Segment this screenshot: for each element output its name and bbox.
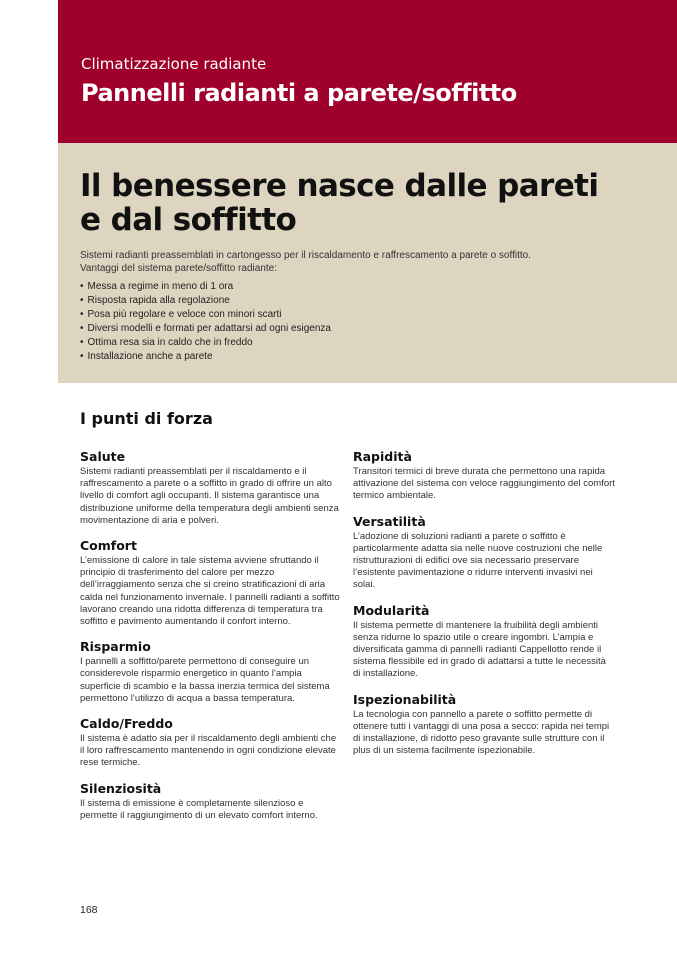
strength-heading: Modularità <box>353 602 430 618</box>
strength-block-silenziosita <box>80 781 342 822</box>
strength-block-caldo-freddo <box>80 716 342 770</box>
page-title <box>80 169 598 237</box>
strength-text: Il sistema è adatto sia per il riscaldamento degli ambienti che il loro raffrescamento mantenendo in ogni condizione elevate rese termiche. <box>80 733 337 769</box>
strength-heading: Rapidità <box>353 449 412 464</box>
header-title: Pannelli radianti a parete/soffitto <box>81 79 517 107</box>
intro-text-line1: Sistemi radianti preassemblati in cartongesso per il riscaldamento e raffrescamento a parete o soffitto. <box>80 250 531 261</box>
list-item: • Posa più regolare e veloce con minori scarti <box>80 309 282 320</box>
list-item: • Risposta rapida alla regolazione <box>80 295 230 306</box>
bullet-icon: • <box>80 351 84 362</box>
strength-text: L’emissione di calore in tale sistema avviene sfruttando il principio di trasferimento del calore per mezzo dell’irraggiamento senza che si creino stratificazioni di aria calda nel funzionamento invernale. I pannelli radianti a soffitto lavorano creando una ridotta differenza di temperatura tra soffitto e pavimento aumentando il confort interno. <box>80 555 340 628</box>
intro-text-line2: Vantaggi del sistema parete/soffitto radiante: <box>80 262 277 274</box>
strength-text: Il sistema permette di mantenere la fruibilità degli ambienti senza ridurne lo spazio utile o creare ingombri. L’ampia e diversificata gamma di pannelli radianti Cappellotto rende il sistema flessibile ed in grado di adattarsi a tutte le necessità di installazione. <box>353 619 606 680</box>
bullet-icon: • <box>80 309 84 320</box>
list-item: • Ottima resa sia in caldo che in freddo <box>80 337 253 348</box>
strength-heading: Salute <box>80 449 126 464</box>
list-item: • Diversi modelli e formati per adattarsi ad ogni esigenza <box>80 323 331 334</box>
header-category: Climatizzazione radiante <box>81 55 267 73</box>
bullet-icon: • <box>80 323 84 334</box>
page-title-line2: e dal soffitto <box>80 202 297 238</box>
strength-block-comfort <box>80 538 342 628</box>
strength-heading: Risparmio <box>80 639 151 655</box>
strength-heading: Ispezionabilità <box>353 691 457 707</box>
strength-text: Il sistema di emissione è completamente silenzioso e permette il raggiungimento di un elevato comfort interno. <box>80 797 318 821</box>
strength-text: Transitori termici di breve durata che permettono una rapida attivazione del sistema con veloce raggiungimento del comfort termico ambientale. <box>353 466 615 502</box>
strength-heading: Caldo/Freddo <box>80 716 173 732</box>
strength-heading: Comfort <box>80 538 137 554</box>
advantages-list <box>80 280 331 364</box>
strength-block-versatilita <box>353 514 615 592</box>
bullet-icon: • <box>80 337 84 348</box>
list-item: • Installazione anche a parete <box>80 351 213 362</box>
header-band <box>58 0 677 143</box>
strength-text: Sistemi radianti preassemblati per il riscaldamento e il raffrescamento a parete o a soffitto in grado di offrire un alto livello di comfort agli occupanti. Il sistema garantisce una distribuzione uniforme della temperatura degli ambienti senza movimentazione di aria e polveri. <box>80 466 339 526</box>
list-item: • Messa a regime in meno di 1 ora <box>80 281 234 292</box>
page-title-line1: Il benessere nasce dalle pareti <box>80 168 599 204</box>
section-title: I punti di forza <box>80 409 213 428</box>
bullet-icon: • <box>80 281 84 292</box>
strength-text: L’adozione di soluzioni radianti a parete o soffitto è particolarmente adatta sia nelle nuove costruzioni che nelle ristrutturazioni di edifici ove sia necessario preservare l’esistente pavimentazione o ridurre interventi invasivi nei solai. <box>353 530 603 591</box>
strength-block-ispezionabilita <box>353 692 615 758</box>
page-number: 168 <box>80 904 98 916</box>
strength-block-modularita <box>353 603 615 681</box>
strength-heading: Silenziosità <box>80 780 162 796</box>
strengths-left-column <box>80 449 342 833</box>
intro-band <box>58 143 677 383</box>
strength-text: La tecnologia con pannello a parete o soffitto permette di ottenere tutti i vantaggi di una posa a secco: rapida nei tempi di installazione, di ridotto peso gravante sulle strutture con il plus di un sistema facilmente ispezionabile. <box>353 708 610 757</box>
strength-block-risparmio <box>80 639 342 705</box>
strength-block-rapidita <box>353 449 615 503</box>
strength-block-salute <box>80 449 342 527</box>
strength-text: I pannelli a soffitto/parete permettono di conseguire un considerevole risparmio energetico in quanto l’ampia superficie di scambio e la bassa inerzia termica del sistema permettono l’utilizzo di acqua a bassa temperatura. <box>80 656 330 704</box>
intro-text <box>80 250 670 275</box>
strengths-right-column <box>353 449 615 768</box>
strength-heading: Versatilità <box>353 513 426 529</box>
bullet-icon: • <box>80 295 84 306</box>
